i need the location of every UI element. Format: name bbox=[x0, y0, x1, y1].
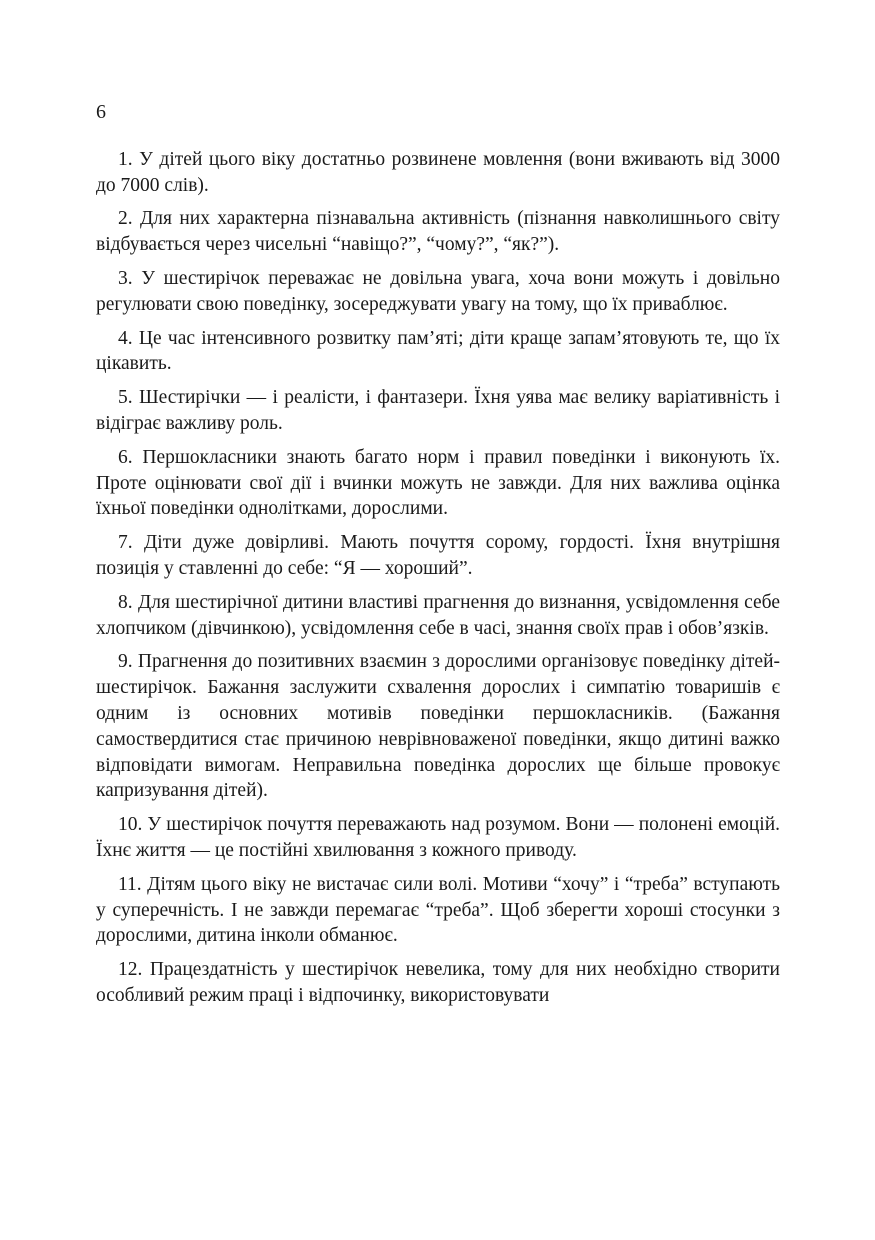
paragraph-7: 7. Діти дуже довірливі. Мають почуття сорому, гордості. Їхня внутрішня позиція у ставленні до себе: “Я — хороший”. bbox=[96, 532, 780, 579]
paragraph-12: 12. Працездатність у шестирічок невелика, тому для них необхідно створити особливий режим праці і відпочинку, використовувати bbox=[96, 959, 780, 1006]
paragraph-5: 5. Шестирічки — і реалісти, і фантазери. Їхня уява має велику варіативність і відіграє важливу роль. bbox=[96, 387, 780, 434]
paragraph-10: 10. У шестирічок почуття переважають над розумом. Вони — полонені емоцій. Їхнє життя — це постійні хвилювання з кожного приводу. bbox=[96, 814, 780, 861]
paragraph-6: 6. Першокласники знають багато норм і правил поведінки і виконують їх. Проте оцінювати свої дії і вчинки можуть не завжди. Для них важлива оцінка їхньої поведінки однолітками, дорослими. bbox=[96, 446, 780, 520]
paragraph-4: 4. Це час інтенсивного розвитку пам’яті; діти краще запам’ятовують те, що їх цікавить. bbox=[96, 327, 780, 375]
page-number: 6 bbox=[96, 101, 106, 123]
document-page bbox=[96, 100, 780, 1017]
paragraph-9: 9. Прагнення до позитивних взаємин з дорослими організовує поведінку дітей-шестирічок. Бажання заслужити схвалення дорослих і симпатію товаришів є одним із основних мотивів поведінки першокласників. (Бажання самоствердитися стає причиною неврівноваженої поведінки, якщо дитині важко відповідати вимогам. Неправильна поведінка дорослих ще більше провокує капризування дітей). bbox=[96, 651, 780, 802]
paragraph-8: 8. Для шестирічної дитини властиві прагнення до визнання, усвідомлення себе хлопчиком (дівчинкою), усвідомлення себе в часі, знання своїх прав і обов’язків. bbox=[96, 591, 780, 639]
paragraph-1: 1. У дітей цього віку достатньо розвинене мовлення (вони вживають від 3000 до 7000 слів). bbox=[96, 148, 780, 196]
paragraph-2: 2. Для них характерна пізнавальна активність (пізнання навколишнього світу відбувається через чисельні “навіщо?”, “чому?”, “як?”). bbox=[96, 208, 780, 256]
paragraph-11: 11. Дітям цього віку не вистачає сили волі. Мотиви “хочу” і “треба” вступають у суперечність. І не завжди перемагає “треба”. Щоб зберегти хороші стосунки з дорослими, дитина інколи обманює. bbox=[96, 873, 780, 947]
paragraph-3: 3. У шестирічок переважає не довільна увага, хоча вони можуть і довільно регулювати свою поведінку, зосереджувати увагу на тому, що їх приваблює. bbox=[96, 267, 780, 315]
